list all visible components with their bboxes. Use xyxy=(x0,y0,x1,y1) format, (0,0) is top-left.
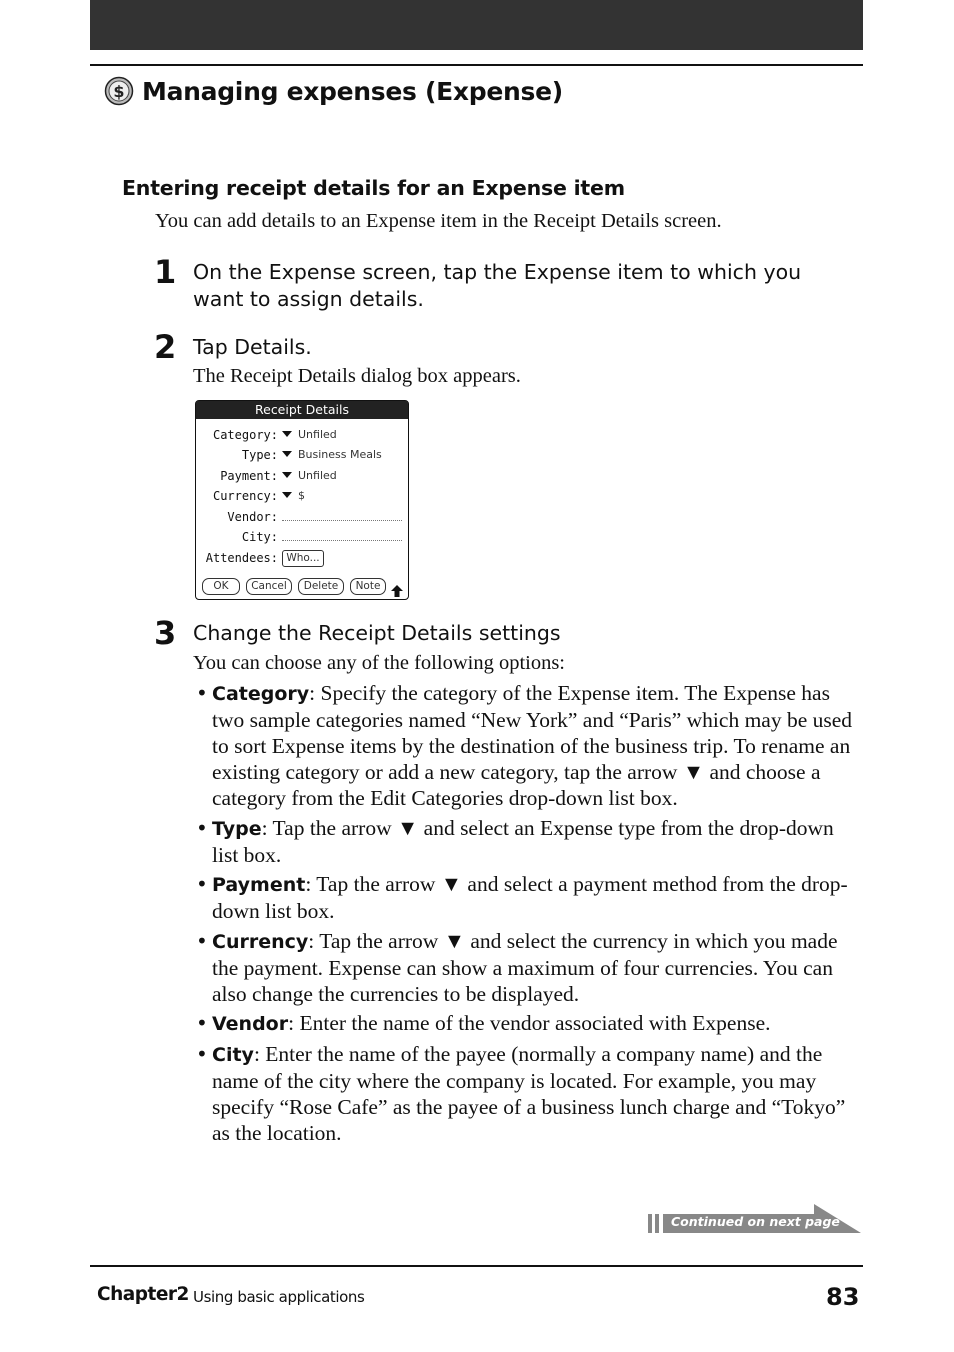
city-label: City: xyxy=(241,530,278,544)
option-description: : Enter the name of the payee (normally a company name) and the name of the city where the company is located. For example, you may specify “Rose Cafe” as the payee of a business lunch charge and “Tokyo” as the location. xyxy=(212,1041,846,1145)
continued-label: Continued on next page xyxy=(671,1214,840,1229)
footer-title: Using basic applications xyxy=(193,1288,365,1306)
payment-picker[interactable] xyxy=(282,466,337,486)
option-description: : Enter the name of the vendor associated with Expense. xyxy=(288,1011,771,1035)
page-number: 83 xyxy=(826,1283,860,1311)
option-city xyxy=(196,1041,856,1146)
city-field[interactable] xyxy=(282,540,402,541)
vendor-label: Vendor: xyxy=(227,510,278,524)
who-button[interactable]: Who... xyxy=(282,550,324,567)
option-currency xyxy=(196,928,856,1007)
header-rule xyxy=(90,64,863,66)
dropdown-arrow-icon xyxy=(282,431,292,437)
cancel-button[interactable]: Cancel xyxy=(246,578,292,595)
type-picker[interactable] xyxy=(282,445,382,465)
option-vendor xyxy=(196,1010,856,1037)
svg-text:$: $ xyxy=(113,82,125,101)
options-list xyxy=(196,680,856,1149)
payment-label: Payment: xyxy=(220,469,278,483)
step-1-text: On the Expense screen, tap the Expense item to which you want to assign details. xyxy=(193,260,802,311)
option-category xyxy=(196,680,856,811)
step-2-text: Tap Details. xyxy=(193,335,312,359)
option-description: : Tap the arrow ▼ and select an Expense type from the drop-down list box. xyxy=(212,815,834,867)
attendees-label: Attendees: xyxy=(205,551,278,565)
footer-chapter: Chapter2 xyxy=(97,1284,189,1305)
type-label: Type: xyxy=(241,448,278,462)
receipt-details-dialog xyxy=(195,400,409,600)
currency-label: Currency: xyxy=(212,489,278,503)
option-term: Vendor xyxy=(212,1013,289,1035)
step-3-text: Change the Receipt Details settings xyxy=(193,621,561,645)
type-value: Business Meals xyxy=(298,448,382,461)
dropdown-arrow-icon xyxy=(282,492,292,498)
option-term: Type xyxy=(212,817,262,840)
option-description: : Tap the arrow ▼ and select a payment method from the drop-down list box. xyxy=(212,872,848,923)
category-value: Unfiled xyxy=(298,428,337,441)
category-label: Category: xyxy=(212,428,278,442)
scroll-up-arrow-icon[interactable] xyxy=(391,585,403,597)
option-term: Currency xyxy=(212,930,309,953)
chapter-heading xyxy=(104,76,563,106)
delete-button[interactable]: Delete xyxy=(298,578,344,595)
step-3-number: 3 xyxy=(154,614,177,652)
footer-rule xyxy=(90,1265,863,1267)
category-picker[interactable] xyxy=(282,425,337,445)
chapter-title: Managing expenses (Expense) xyxy=(142,76,563,106)
step-2-number: 2 xyxy=(154,328,177,366)
header-bar xyxy=(90,0,863,50)
section-intro: You can add details to an Expense item in the Receipt Details screen. xyxy=(155,210,722,232)
step-3-note: You can choose any of the following options: xyxy=(193,652,566,674)
option-term: Category xyxy=(212,683,310,705)
option-description: : Tap the arrow ▼ and select the currency in which you made the payment. Expense can show a maximum of four currencies. You can also change the currencies to be displayed. xyxy=(212,928,838,1006)
option-payment xyxy=(196,871,856,924)
step-1-number: 1 xyxy=(154,253,177,291)
currency-value: $ xyxy=(298,489,305,502)
option-description: : Specify the category of the Expense item. The Expense has two sample categories named “New York” and “Paris” which may be used to sort Expense items by the destination of the business trip. To rename an existing category or add a new category, tap the arrow ▼ and choose a category from the Edit Categories drop-down list box. xyxy=(212,681,853,810)
dropdown-arrow-icon xyxy=(282,451,292,457)
expense-app-icon xyxy=(104,76,134,106)
dialog-button-row xyxy=(202,578,386,595)
option-term: Payment xyxy=(212,874,306,896)
ok-button[interactable]: OK xyxy=(202,578,240,595)
step-2-note: The Receipt Details dialog box appears. xyxy=(193,365,521,387)
payment-value: Unfiled xyxy=(298,469,337,482)
section-heading: Entering receipt details for an Expense item xyxy=(122,176,625,200)
option-term: City xyxy=(212,1043,254,1066)
dialog-title: Receipt Details xyxy=(196,401,408,419)
vendor-field[interactable] xyxy=(282,520,402,521)
dropdown-arrow-icon xyxy=(282,472,292,478)
option-type xyxy=(196,815,856,868)
note-button[interactable]: Note xyxy=(350,578,386,595)
currency-picker[interactable] xyxy=(282,486,305,506)
